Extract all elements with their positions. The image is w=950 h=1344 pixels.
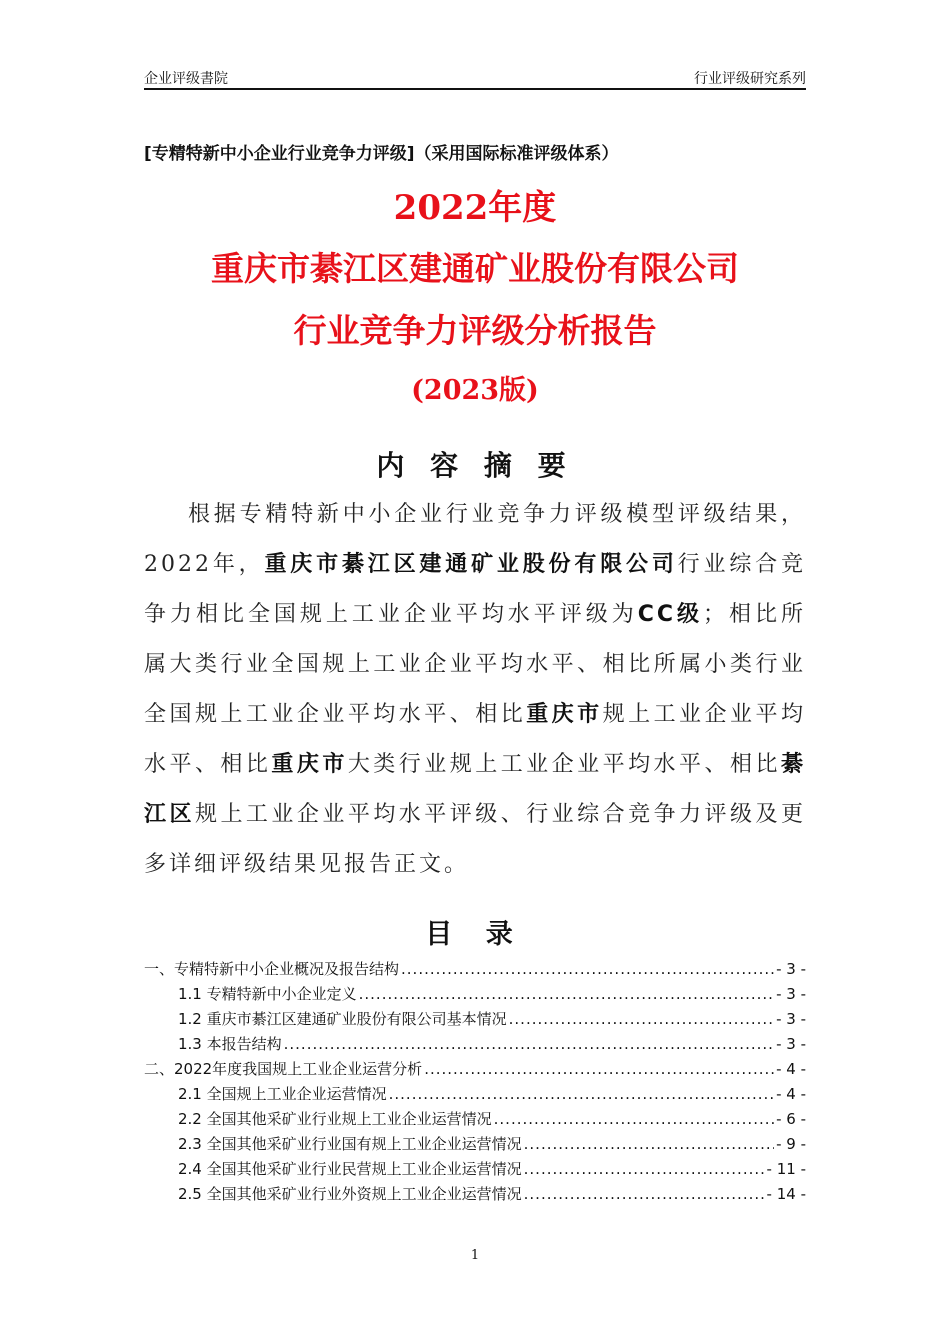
toc-entry-label: 2.1 全国规上工业企业运营情况 bbox=[178, 1085, 387, 1103]
header-right: 行业评级研究系列 bbox=[694, 71, 806, 87]
toc-entry-page: - 3 - bbox=[776, 1035, 806, 1053]
toc-leader-dots bbox=[524, 1132, 774, 1157]
toc-entry-page: - 4 - bbox=[776, 1060, 806, 1078]
toc-leader-dots bbox=[401, 957, 774, 982]
toc-entry[interactable] bbox=[144, 1007, 806, 1032]
toc-entry[interactable] bbox=[144, 1182, 806, 1207]
abstract-paragraph bbox=[144, 490, 806, 890]
page-number: 1 bbox=[470, 1248, 480, 1263]
toc-entry-page: - 4 - bbox=[776, 1085, 806, 1103]
abstract-text: 大类行业规上工业企业平均水平、相比 bbox=[347, 752, 781, 777]
toc-entry-label: 二、2022年度我国规上工业企业运营分析 bbox=[144, 1060, 423, 1078]
abstract-text: 行业综合竞争力相比全国规上工业企业平均水平评级为 bbox=[144, 552, 806, 627]
toc-entry-page: - 11 - bbox=[766, 1160, 806, 1178]
toc-entry-label: 一、专精特新中小企业概况及报告结构 bbox=[144, 960, 400, 978]
abstract-district: 綦江区 bbox=[144, 752, 806, 827]
toc-entry-label: 2.4 全国其他采矿业行业民营规上工业企业运营情况 bbox=[178, 1160, 522, 1178]
page-header bbox=[144, 68, 806, 90]
toc-entry[interactable] bbox=[144, 1157, 806, 1182]
toc-entry-label: 2.3 全国其他采矿业行业国有规上工业企业运营情况 bbox=[178, 1135, 522, 1153]
toc-entry[interactable] bbox=[144, 957, 806, 982]
series-label: [专精特新中小企业行业竞争力评级]（采用国际标准评级体系） bbox=[144, 144, 619, 164]
header-left: 企业评级書院 bbox=[144, 71, 228, 87]
abstract-text: ；相比所属大类行业全国规上工业企业平均水平、相比所属小类行业全国规上工业企业平均水平、相比 bbox=[144, 602, 806, 727]
toc-leader-dots bbox=[524, 1157, 765, 1182]
toc-leader-dots bbox=[359, 982, 774, 1007]
toc-heading: 目 录 bbox=[425, 919, 525, 950]
toc-entry-page: - 3 - bbox=[776, 1010, 806, 1028]
toc-entry[interactable] bbox=[144, 1082, 806, 1107]
toc-entry-page: - 14 - bbox=[766, 1185, 806, 1203]
toc-leader-dots bbox=[389, 1082, 774, 1107]
toc-entry[interactable] bbox=[144, 1032, 806, 1057]
toc-leader-dots bbox=[284, 1032, 774, 1057]
title-year: 2022年度 bbox=[393, 188, 557, 228]
toc-entry[interactable] bbox=[144, 1057, 806, 1082]
toc-entry-label: 1.3 本报告结构 bbox=[178, 1035, 282, 1053]
abstract-city: 重庆市 bbox=[271, 752, 348, 777]
abstract-rating: CC级 bbox=[637, 602, 704, 627]
toc-entry-page: - 6 - bbox=[776, 1110, 806, 1128]
title-report: 行业竞争力评级分析报告 bbox=[293, 311, 657, 350]
toc-entry[interactable] bbox=[144, 1132, 806, 1157]
toc-entry-label: 2.5 全国其他采矿业行业外资规上工业企业运营情况 bbox=[178, 1185, 522, 1203]
abstract-city: 重庆市 bbox=[526, 702, 603, 727]
toc-leader-dots bbox=[509, 1007, 774, 1032]
toc-entry-label: 2.2 全国其他采矿业行业规上工业企业运营情况 bbox=[178, 1110, 492, 1128]
title-edition: (2023版) bbox=[411, 375, 539, 406]
abstract-text: 规上工业企业平均水平评级、行业综合竞争力评级及更多详细评级结果见报告正文。 bbox=[144, 802, 806, 877]
toc-leader-dots bbox=[524, 1182, 765, 1207]
toc-leader-dots bbox=[494, 1107, 774, 1132]
toc-entry-label: 1.1 专精特新中小企业定义 bbox=[178, 985, 357, 1003]
abstract-text: 根据专精特新中小企业行业竞争力评级模型评级结果，2022年， bbox=[144, 502, 806, 577]
toc-entry-page: - 3 - bbox=[776, 985, 806, 1003]
abstract-heading: 内 容 摘 要 bbox=[376, 449, 574, 482]
toc-entry-page: - 3 - bbox=[776, 960, 806, 978]
toc-entry[interactable] bbox=[144, 982, 806, 1007]
toc-entry-label: 1.2 重庆市綦江区建通矿业股份有限公司基本情况 bbox=[178, 1010, 507, 1028]
toc-leader-dots bbox=[424, 1057, 774, 1082]
toc-entry-page: - 9 - bbox=[776, 1135, 806, 1153]
toc-entry[interactable] bbox=[144, 1107, 806, 1132]
abstract-company: 重庆市綦江区建通矿业股份有限公司 bbox=[264, 552, 678, 577]
table-of-contents bbox=[144, 957, 806, 1207]
title-company: 重庆市綦江区建通矿业股份有限公司 bbox=[211, 249, 739, 288]
abstract-text: 规上工业企业平均水平、相比 bbox=[144, 702, 806, 777]
